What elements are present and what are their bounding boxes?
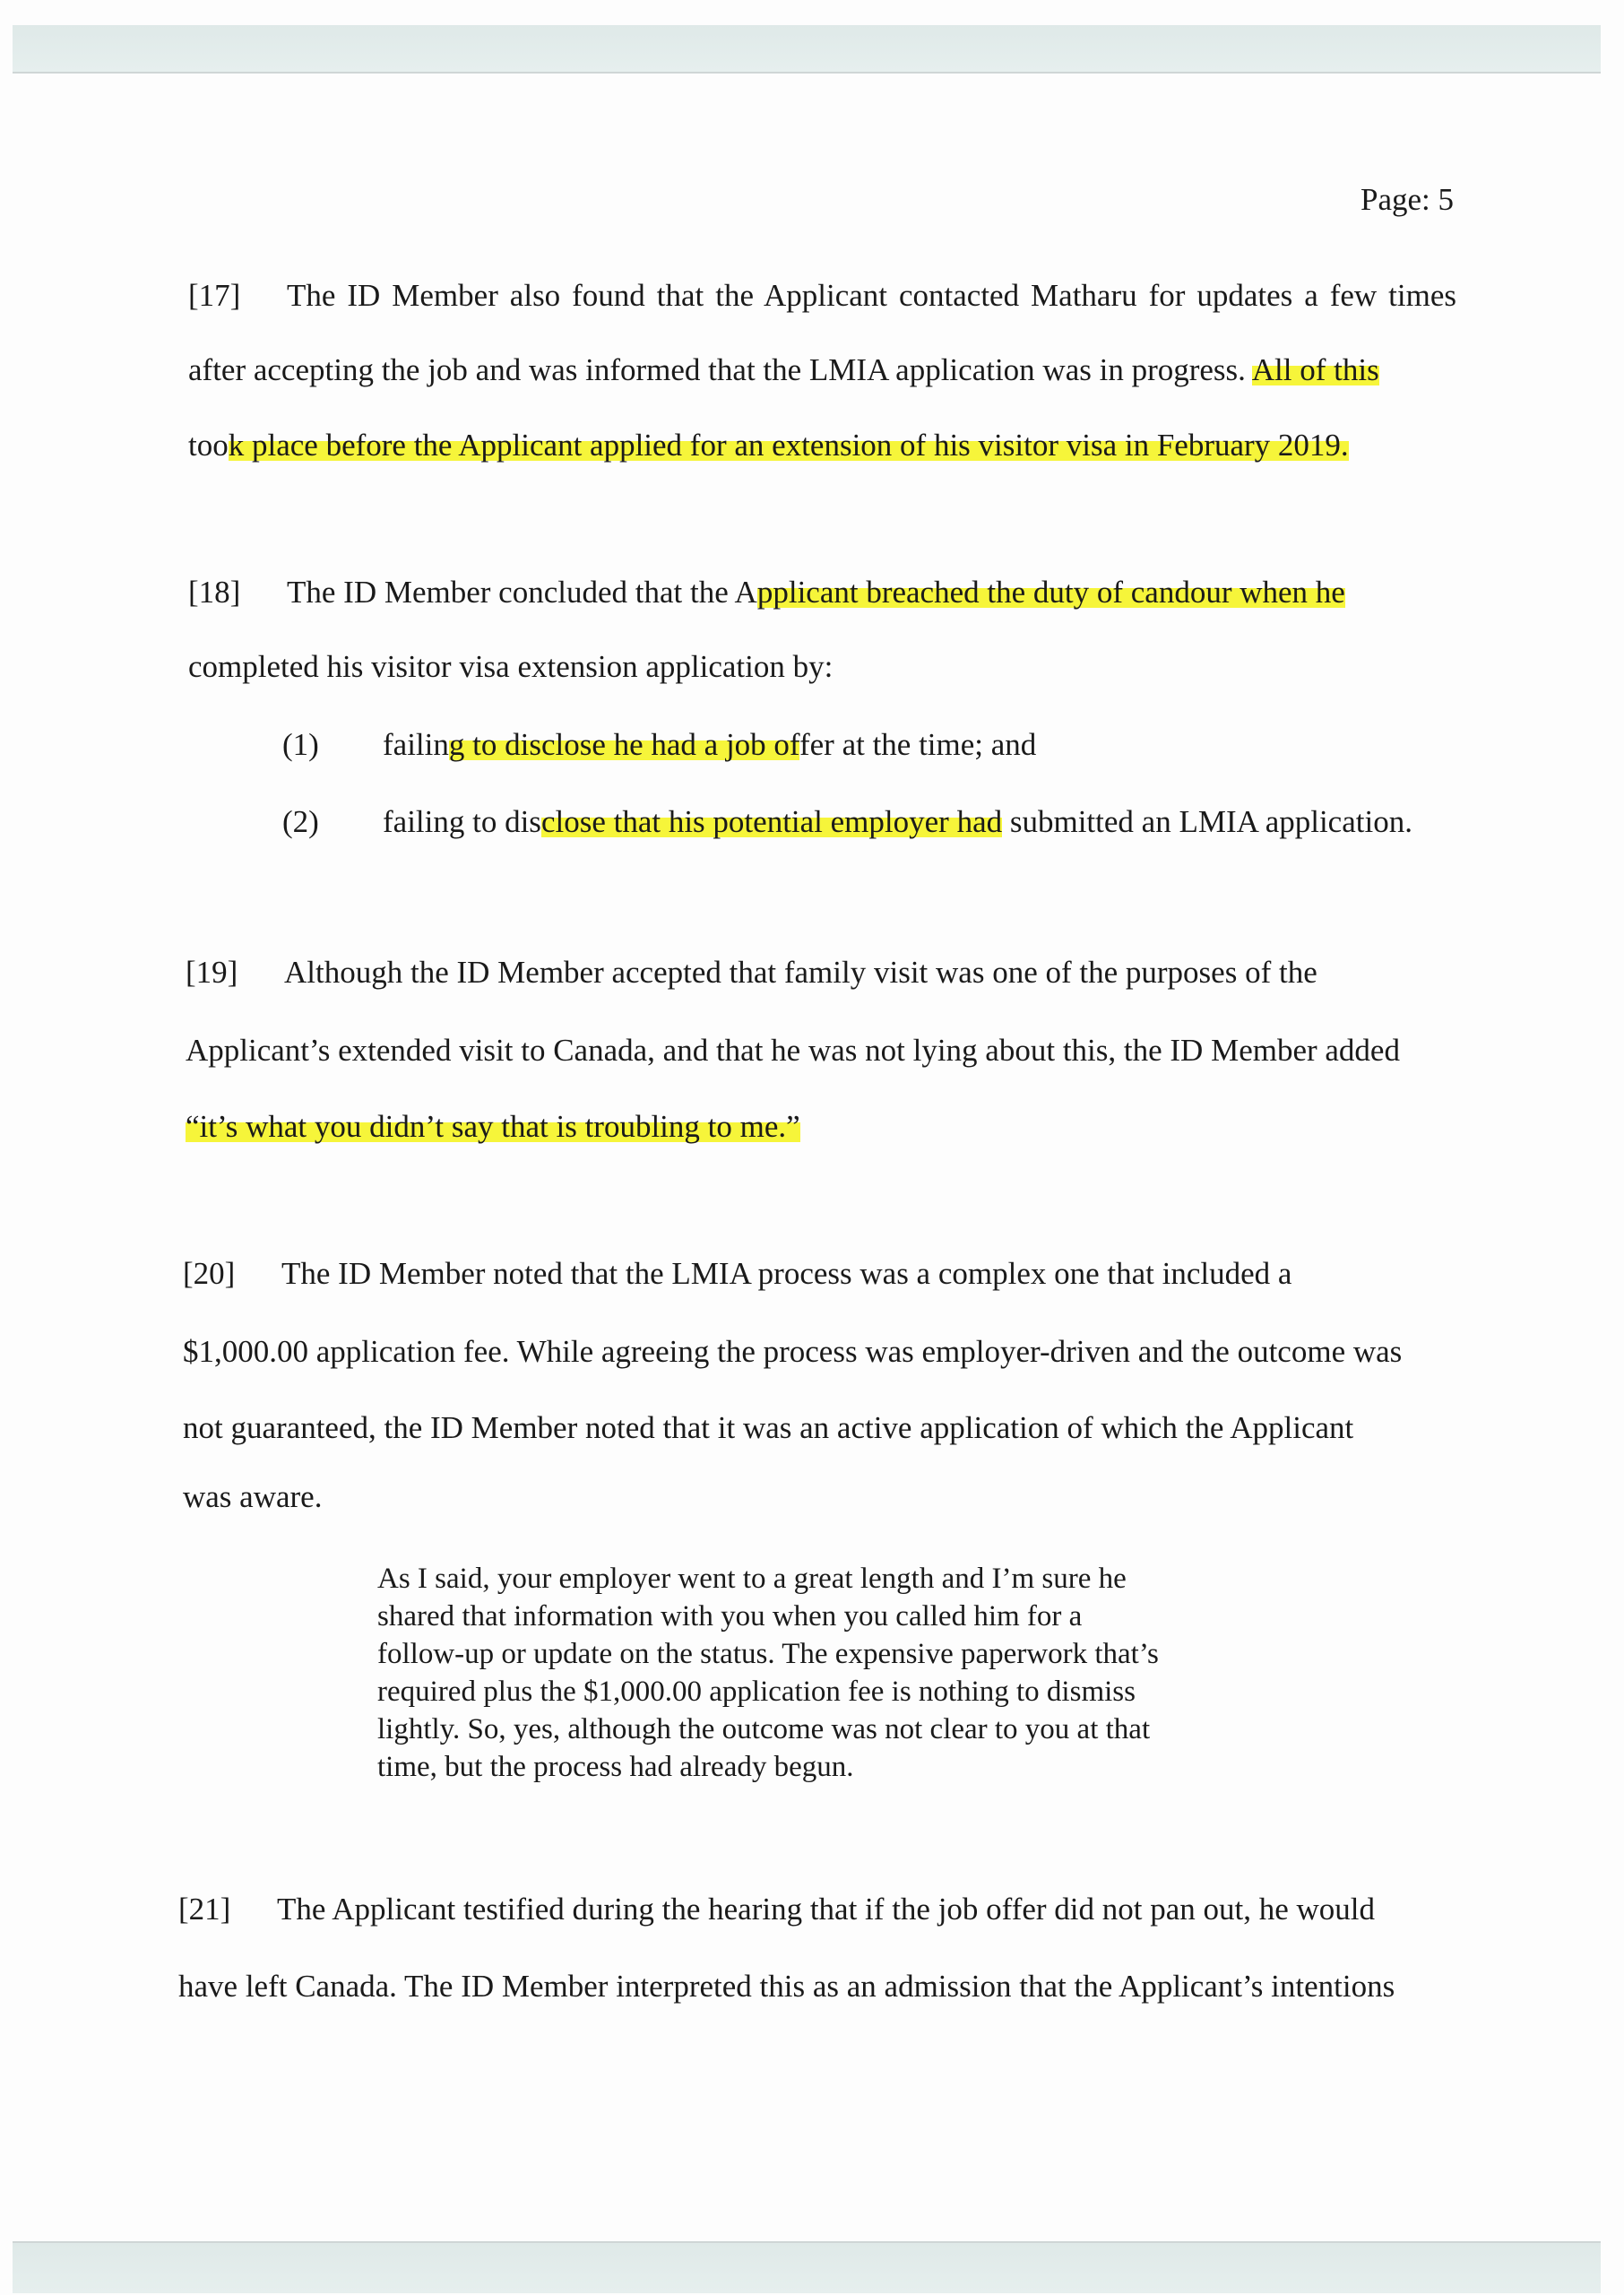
quote-line: shared that information with you when you called him for a (377, 1600, 1083, 1632)
quote-line: required plus the $1,000.00 application fee is nothing to dismiss (377, 1676, 1136, 1708)
quote-line: follow-up or update on the status. The expensive paperwork that’s (377, 1638, 1159, 1670)
text: The ID Member noted that the LMIA process was a complex one that included a (281, 1256, 1292, 1291)
highlighted-text: pplicant breached the duty of candour when he (756, 575, 1345, 610)
para-21-line-1 (178, 1892, 1375, 1927)
text: too (188, 428, 229, 463)
para-19-line-3 (186, 1109, 800, 1145)
para-number: [19] (186, 955, 238, 990)
para-20-line-1 (183, 1256, 1291, 1292)
para-17-line-2 (188, 352, 1456, 388)
block-quote (377, 1560, 1159, 1786)
text: The Applicant testified during the hearing that if the job offer did not pan out, he would (277, 1892, 1376, 1927)
text: after accepting the job and was informed that the LMIA application was in progress. (188, 352, 1252, 387)
para-17-line-1 (188, 278, 1456, 314)
para-number: [18] (188, 575, 241, 610)
para-19-line-1 (186, 955, 1317, 991)
para-20-line-3: not guaranteed, the ID Member noted that it was an active application of which the Applicant (183, 1410, 1354, 1445)
para-19-line-2: Applicant’s extended visit to Canada, and that he was not lying about this, the ID Member added (186, 1033, 1400, 1068)
item-number: (1) (282, 727, 319, 762)
list-item (282, 727, 1036, 763)
para-18-line-2: completed his visitor visa extension application by: (188, 649, 834, 684)
scan-edge-bottom (13, 2241, 1601, 2293)
text: The ID Member concluded that the A (287, 575, 757, 610)
text: fer at the time; and (799, 727, 1037, 762)
quote-line: time, but the process had already begun. (377, 1751, 854, 1783)
para-18-line-1 (188, 575, 1345, 611)
para-number: [17] (188, 278, 241, 313)
highlighted-text: g to disclose he had a job of (448, 727, 799, 762)
para-21-line-2: have left Canada. The ID Member interpreted this as an admission that the Applicant’s intentions (178, 1969, 1395, 2004)
para-number: [21] (178, 1892, 231, 1927)
item-number: (2) (282, 804, 319, 839)
para-20-line-2: $1,000.00 application fee. While agreeing the process was employer-driven and the outcome was (183, 1334, 1403, 1369)
para-17-line-3 (188, 428, 1349, 463)
text: failin (383, 727, 449, 762)
list-item (282, 804, 1412, 840)
highlighted-text: All of this (1251, 352, 1379, 387)
para-20-line-4: was aware. (183, 1479, 323, 1514)
scan-edge-top (13, 25, 1601, 74)
quote-line: As I said, your employer went to a great length and I’m sure he (377, 1563, 1127, 1595)
highlighted-text: k place before the Applicant applied for an extension of his visitor visa in February 2019. (228, 428, 1349, 463)
page-number: Page: 5 (1361, 182, 1455, 217)
text: The ID Member also found that the Applicant contacted Matharu for updates a few times (287, 278, 1456, 313)
para-number: [20] (183, 1256, 236, 1291)
highlighted-text: “it’s what you didn’t say that is troubling to me.” (186, 1109, 800, 1144)
highlighted-text: close that his potential employer had (540, 804, 1003, 839)
quote-line: lightly. So, yes, although the outcome was not clear to you at that (377, 1713, 1151, 1745)
text: failing to dis (383, 804, 541, 839)
text: Although the ID Member accepted that family visit was one of the purposes of the (284, 955, 1317, 990)
text: submitted an LMIA application. (1002, 804, 1412, 839)
